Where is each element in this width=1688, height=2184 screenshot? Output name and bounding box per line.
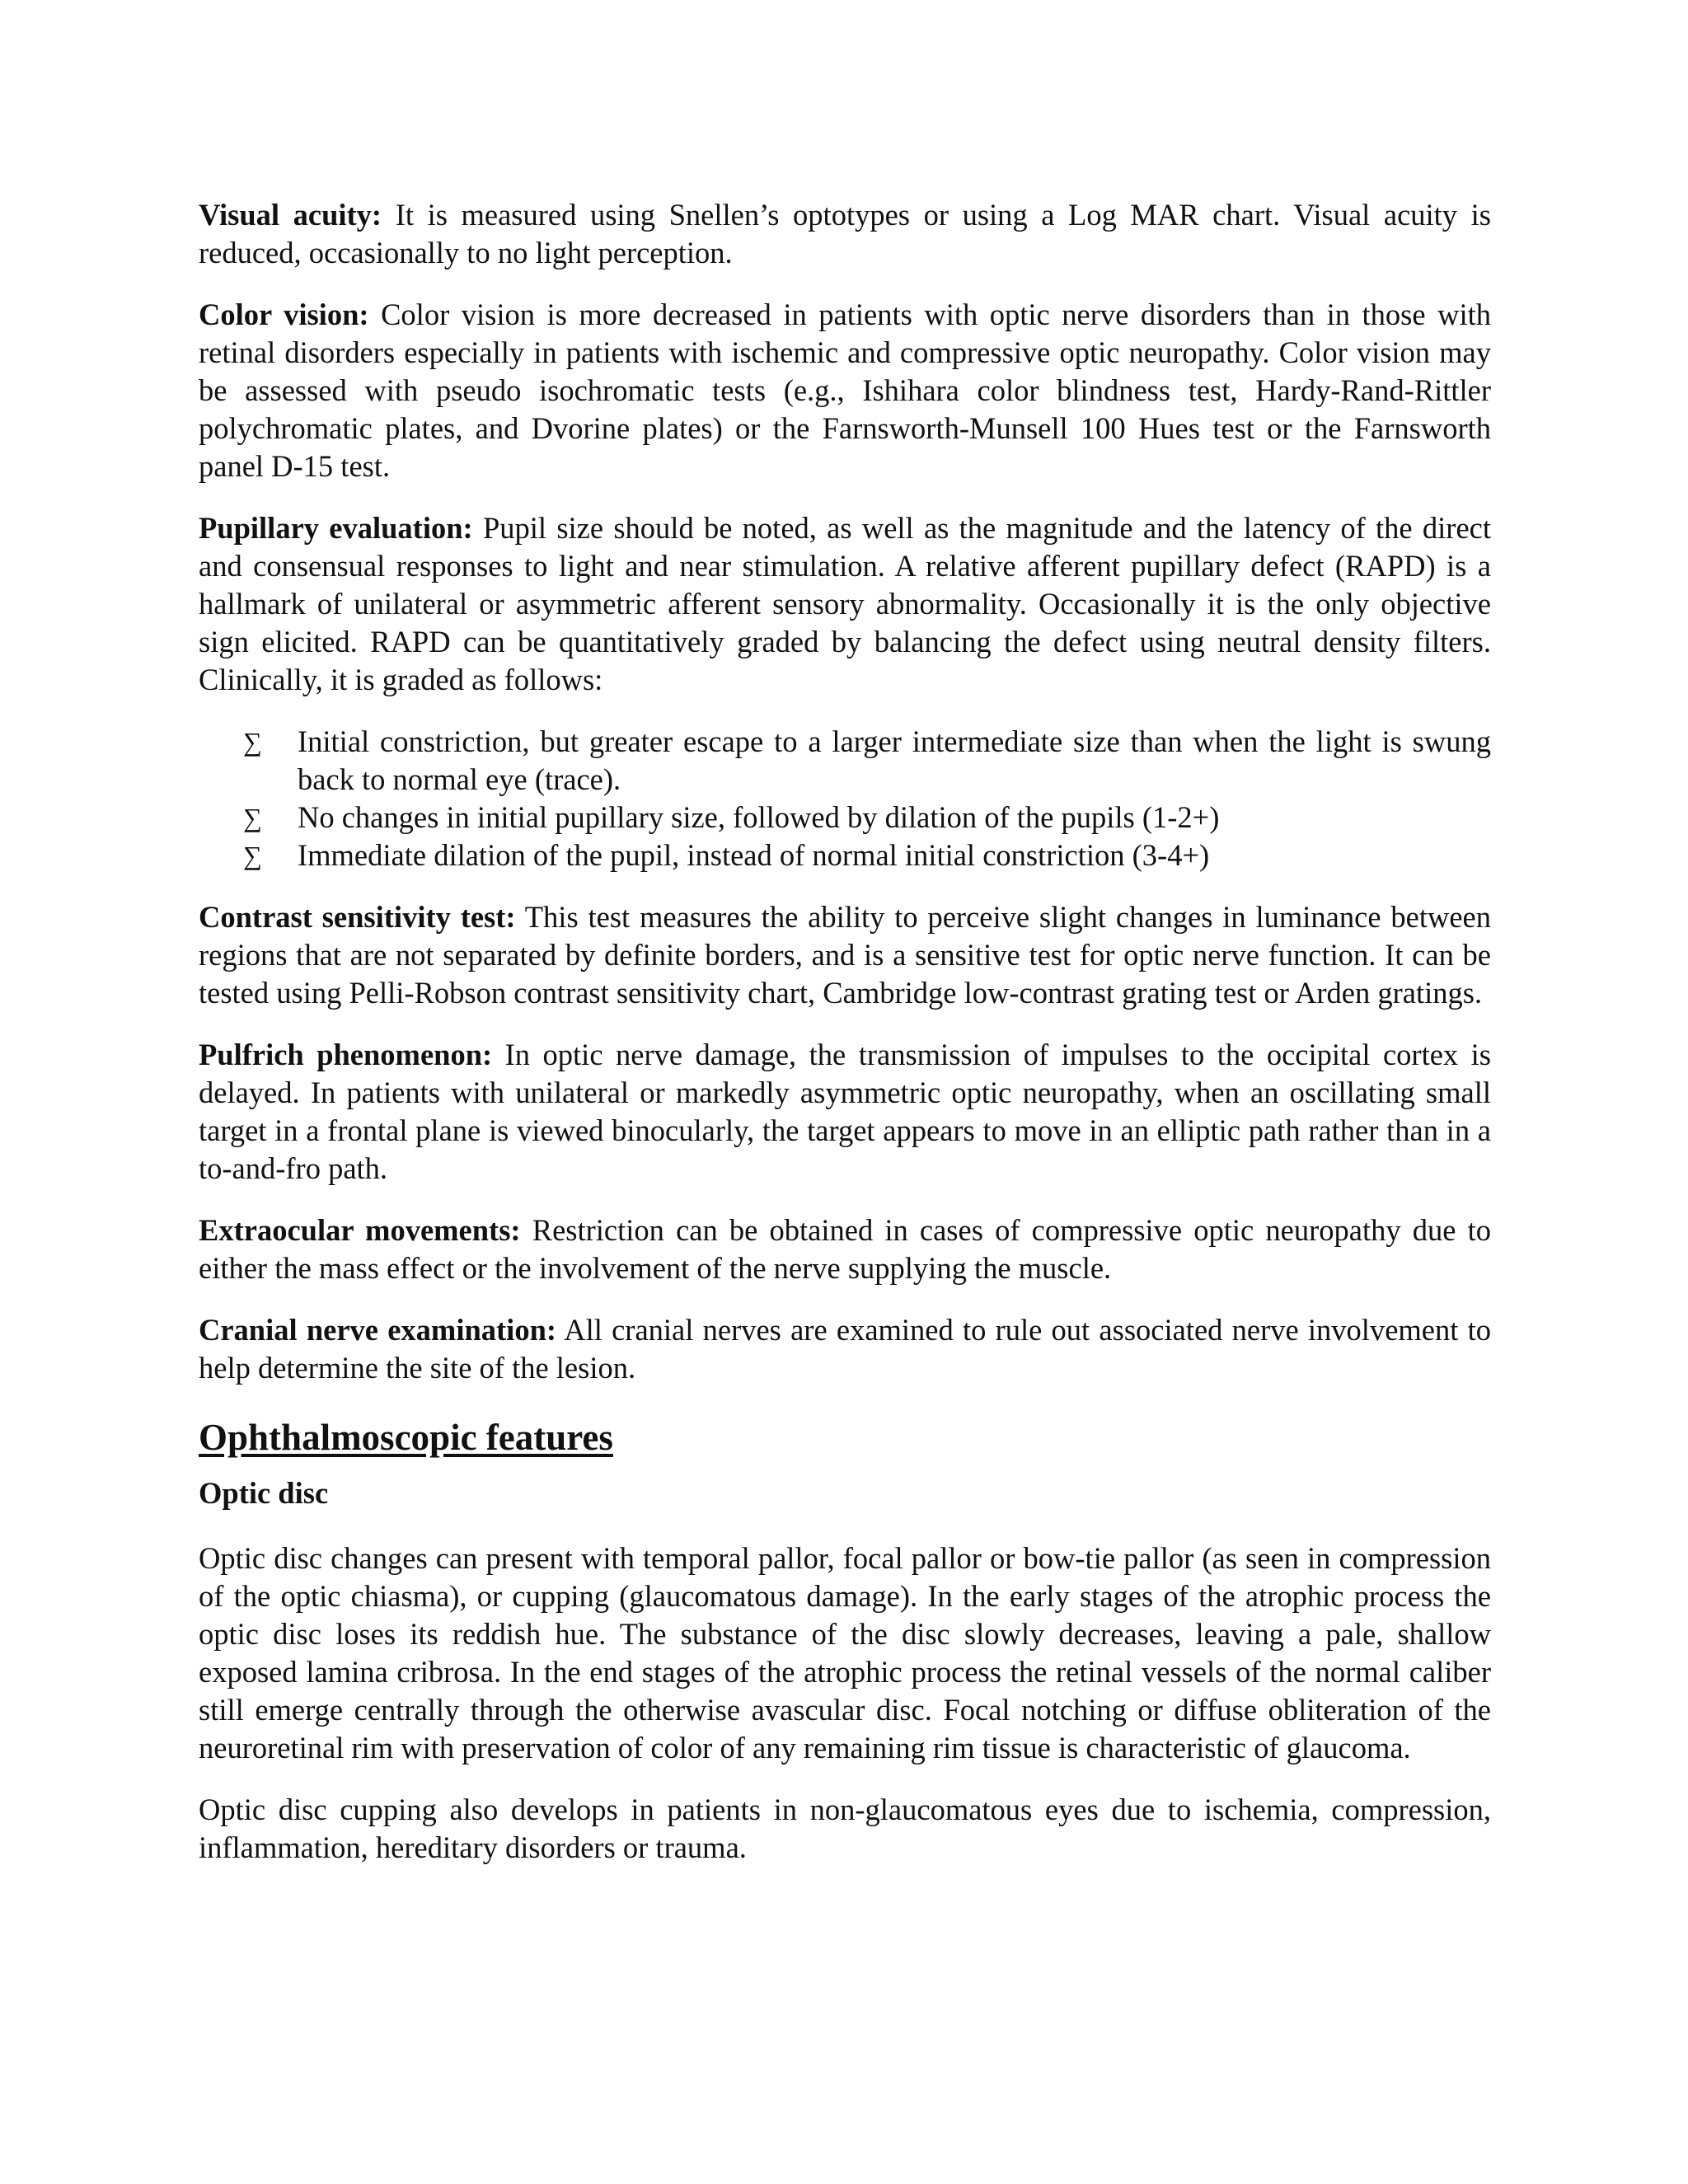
paragraph-cranial-nerve-examination xyxy=(199,1311,1491,1387)
list-item xyxy=(199,837,1491,874)
text-extraocular-movements: Restriction can be obtained in cases of compressive optic neuropathy due to either the mass effect or the involvement of the nerve supplying the muscle. xyxy=(199,1213,1492,1285)
paragraph-color-vision xyxy=(199,296,1491,485)
list-item xyxy=(199,799,1491,837)
list-item-text: Immediate dilation of the pupil, instead of normal initial constriction (3-4+) xyxy=(298,838,1210,872)
bullet-glyph: ∑ xyxy=(243,803,262,832)
term-pupillary-evaluation: Pupillary evaluation: xyxy=(199,511,473,545)
paragraph-contrast-sensitivity xyxy=(199,898,1491,1012)
term-extraocular-movements: Extraocular movements: xyxy=(199,1213,521,1247)
section-heading: Ophthalmoscopic features xyxy=(199,1417,613,1458)
text-pupillary-evaluation: Pupil size should be noted, as well as the magnitude and the latency of the direct and consensual responses to light and near stimulation. A relative afferent pupillary defect (RAPD) is a hallmark of unilateral or asymmetric afferent sensory abnormality. Occasionally it is the only objective sign elicited. RAPD can be quantitatively graded by balancing the defect using neutral density filters. Clinically, it is graded as follows: xyxy=(199,511,1491,696)
text-cranial-nerve-examination: All cranial nerves are examined to rule out associated nerve involvement to help determine the site of the lesion. xyxy=(199,1313,1491,1385)
paragraph-extraocular-movements xyxy=(199,1212,1491,1287)
term-cranial-nerve-examination: Cranial nerve examination: xyxy=(199,1313,557,1347)
paragraph-pulfrich-phenomenon xyxy=(199,1036,1491,1188)
paragraph-visual-acuity xyxy=(199,196,1491,272)
text-visual-acuity: It is measured using Snellen’s optotypes or using a Log MAR chart. Visual acuity is reduced, occasionally to no light perception. xyxy=(199,198,1491,269)
term-color-vision: Color vision: xyxy=(199,298,369,331)
text-pulfrich-phenomenon: In optic nerve damage, the transmission of impulses to the occipital cortex is delayed. In patients with unilateral or markedly asymmetric optic neuropathy, when an oscillating small target in a frontal plane is viewed binocularly, the target appears to move in an elliptic path rather than in a to-and-fro path. xyxy=(199,1038,1491,1185)
document-page xyxy=(199,196,1491,1891)
term-contrast-sensitivity: Contrast sensitivity test: xyxy=(199,900,516,934)
paragraph-pupillary-evaluation xyxy=(199,509,1491,699)
paragraph-optic-disc-cupping: Optic disc cupping also develops in patients in non-glaucomatous eyes due to ischemia, compression, inflammation, hereditary disorders or trauma. xyxy=(199,1793,1491,1864)
bullet-glyph: ∑ xyxy=(243,727,262,757)
rapd-grading-list xyxy=(199,723,1491,874)
term-pulfrich-phenomenon: Pulfrich phenomenon: xyxy=(199,1038,493,1071)
list-item xyxy=(199,723,1491,799)
text-color-vision: Color vision is more decreased in patients with optic nerve disorders than in those with retinal disorders especially in patients with ischemic and compressive optic neuropathy. Color vision may be assessed with pseudo isochromatic tests (e.g., Ishihara color blindness test, Hardy-Rand-Rittler polychromatic plates, and Dvorine plates) or the Farnsworth-Munsell 100 Hues test or the Farnsworth panel D-15 test. xyxy=(199,298,1492,483)
term-visual-acuity: Visual acuity: xyxy=(199,198,382,232)
list-item-text: No changes in initial pupillary size, followed by dilation of the pupils (1-2+) xyxy=(298,800,1220,834)
sub-heading: Optic disc xyxy=(199,1476,329,1510)
bullet-glyph: ∑ xyxy=(243,841,262,870)
text-contrast-sensitivity: This test measures the ability to perceive slight changes in luminance between regions that are not separated by definite borders, and is a sensitive test for optic nerve function. It can be tested using Pelli-Robson contrast sensitivity chart, Cambridge low-contrast grating test or Arden gratings. xyxy=(199,900,1491,1010)
paragraph-optic-disc-changes: Optic disc changes can present with temporal pallor, focal pallor or bow-tie pallor (as seen in compression of the optic chiasma), or cupping (glaucomatous damage). In the early stages of the atrophic process the optic disc loses its reddish hue. The substance of the disc slowly decreases, leaving a pale, shallow exposed lamina cribrosa. In the end stages of the atrophic process the retinal vessels of the normal caliber still emerge centrally through the otherwise avascular disc. Focal notching or diffuse obliteration of the neuroretinal rim with preservation of color of any remaining rim tissue is characteristic of glaucoma. xyxy=(199,1541,1491,1765)
list-item-text: Initial constriction, but greater escape to a larger intermediate size than when the light is swung back to normal eye (trace). xyxy=(298,724,1491,796)
